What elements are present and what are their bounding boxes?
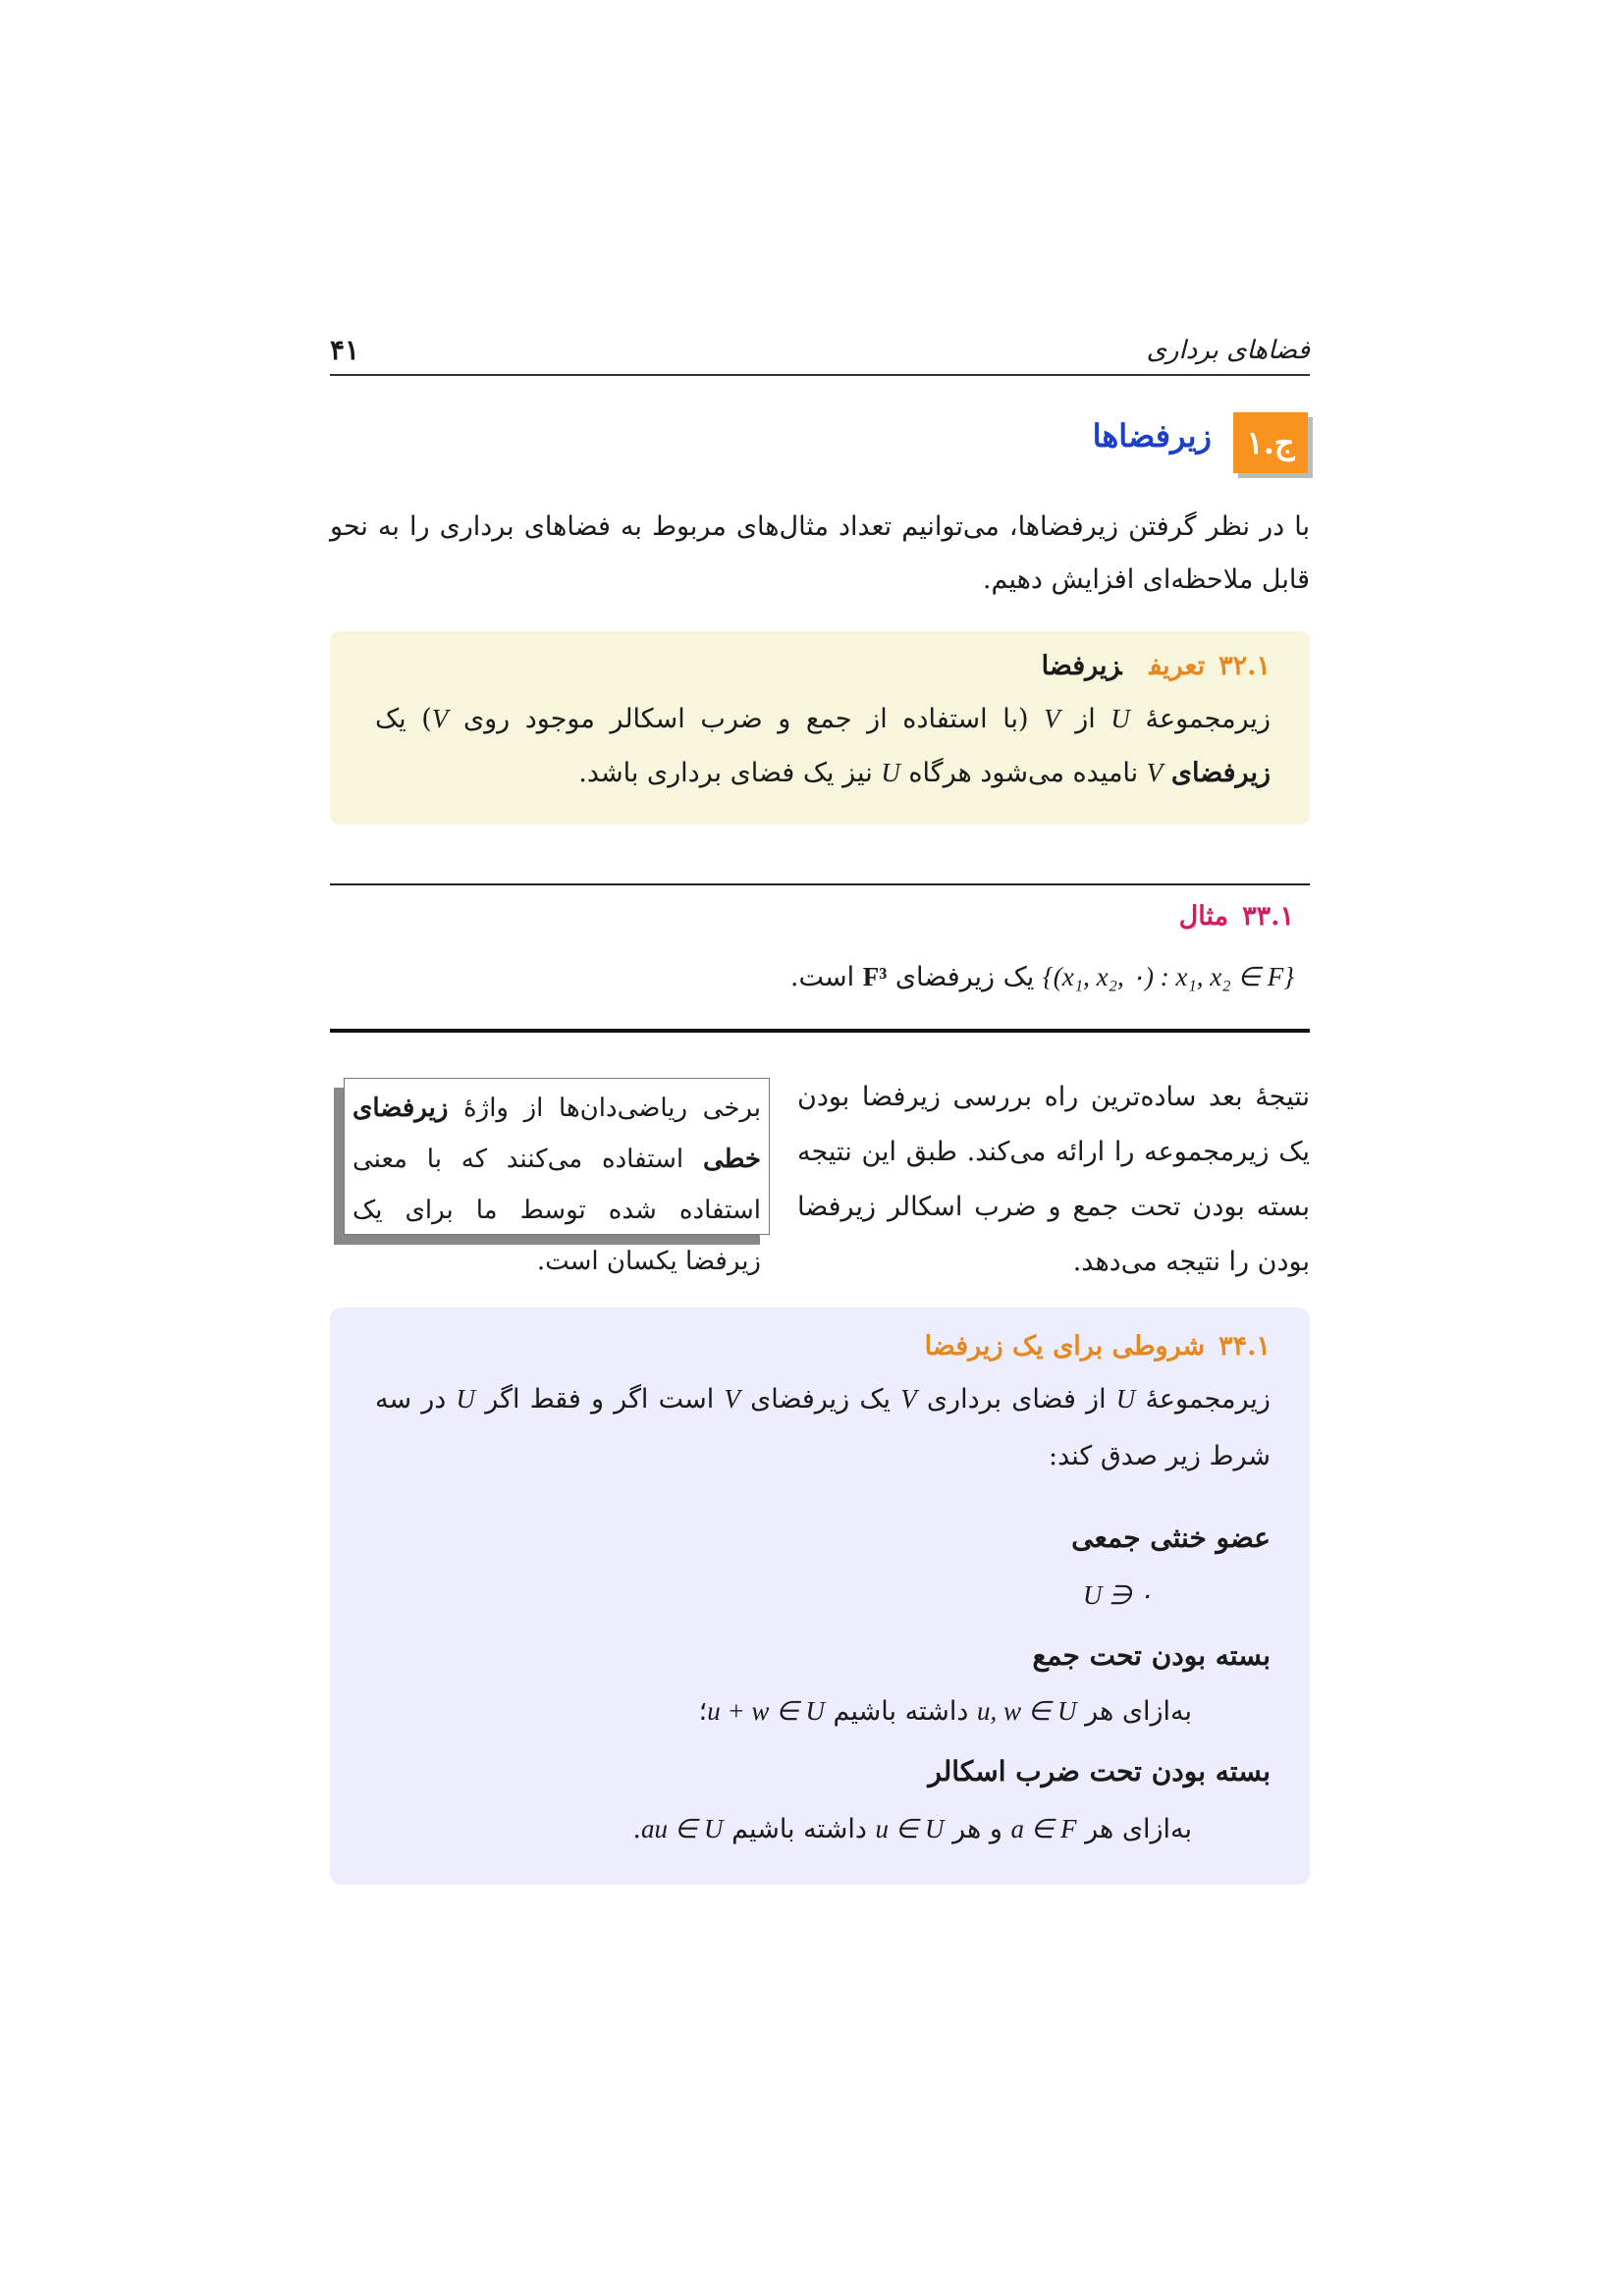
condition-text: ؛ xyxy=(698,1696,708,1727)
theorem-number: ۳۴.۱ xyxy=(1218,1331,1271,1362)
margin-text: استفاده می‌کنند که با معنی استفاده شده توسط ما برای یک زیرفضا یکسان است. xyxy=(352,1145,761,1276)
def-text: نامیده می‌شود هرگاه xyxy=(908,758,1139,788)
theorem-math-V: V xyxy=(900,1384,917,1414)
condition-math: u, w ∈ U xyxy=(976,1696,1077,1726)
theorem-text: از فضای برداری xyxy=(926,1384,1107,1415)
definition-number: ۳۲.۱ xyxy=(1218,651,1271,681)
definition-heading xyxy=(1042,651,1271,681)
condition-title-scalar: بسته بودن تحت ضرب اسکالر xyxy=(928,1755,1271,1788)
main-paragraph: نتیجهٔ بعد ساده‌ترین راه بررسی زیرفضا بودن یک زیرمجموعه را ارائه می‌کند. طبق این نتیجه بسته بودن تحت جمع و ضرب اسکالر زیرفضا بودن را نتیجه می‌دهد. xyxy=(797,1082,1310,1277)
header-rule xyxy=(330,374,1310,376)
definition-label: تعریف xyxy=(1149,651,1206,681)
def-math-V: V xyxy=(431,704,449,733)
condition-text: داشته باشیم xyxy=(731,1814,867,1844)
margin-bold-term: زیرفضای خطی xyxy=(352,1094,762,1174)
theorem-title: شروطی برای یک زیرفضا xyxy=(924,1331,1206,1362)
def-math-V: V xyxy=(1146,758,1164,787)
theorem-text: است اگر و فقط اگر xyxy=(485,1384,715,1415)
theorem-text: در سه شرط زیر صدق کند: xyxy=(375,1384,1271,1471)
condition-text: به‌ازای هر xyxy=(1085,1696,1192,1727)
def-bold-term: زیرفضای xyxy=(1170,758,1271,788)
condition-text: . xyxy=(632,1814,641,1844)
condition-title-additive-identity: عضو خنثی جمعی xyxy=(1071,1522,1271,1554)
theorem-math-U: U xyxy=(1115,1384,1136,1414)
condition-title-addition: بسته بودن تحت جمع xyxy=(1032,1639,1271,1672)
margin-text: برخی ریاضی‌دان‌ها از واژهٔ xyxy=(463,1094,761,1123)
definition-box xyxy=(330,631,1310,825)
theorem-text: یک زیرفضای xyxy=(750,1384,892,1415)
def-text: زیرمجموعهٔ xyxy=(1145,704,1271,734)
example-text: است. xyxy=(789,962,855,992)
condition-text: داشته باشیم xyxy=(833,1696,969,1727)
example-heading xyxy=(1179,901,1294,932)
definition-term: زیرفضا xyxy=(1041,651,1122,681)
condition-text: به‌ازای هر xyxy=(1085,1814,1192,1844)
condition-math: a ∈ F xyxy=(1010,1814,1077,1843)
intro-paragraph: با در نظر گرفتن زیرفضاها، می‌توانیم تعداد مثال‌های مربوط به فضاهای برداری را به نحو قابل ملاحظه‌ای افزایش دهیم. xyxy=(330,511,1310,595)
example-body xyxy=(790,962,1294,992)
running-header-title: فضاهای برداری xyxy=(1146,336,1310,365)
condition-math: u + w ∈ U xyxy=(707,1696,825,1726)
margin-note-text xyxy=(352,1083,761,1287)
example-label: مثال xyxy=(1178,901,1229,932)
example-space-math: F³ xyxy=(862,962,888,991)
def-text: ) یک xyxy=(375,704,432,734)
example-top-rule xyxy=(330,883,1310,885)
theorem-text: زیرمجموعهٔ xyxy=(1145,1384,1271,1415)
condition-math: au ∈ U xyxy=(640,1814,724,1843)
def-text: از xyxy=(1075,704,1096,734)
section-title: زیرفضاها xyxy=(1092,417,1212,454)
example-number: ۳۳.۱ xyxy=(1242,901,1294,932)
def-text: (با استفاده از جمع و ضرب اسکالر موجود روی xyxy=(462,704,1029,734)
definition-body xyxy=(375,692,1271,800)
theorem-math-V: V xyxy=(724,1384,740,1414)
section-number-badge: ۱.ج xyxy=(1233,412,1308,473)
page-number: ۴۱ xyxy=(330,334,360,366)
condition-text: و هر xyxy=(952,1814,1002,1844)
condition-line-scalar xyxy=(632,1814,1192,1844)
def-math-U: U xyxy=(881,758,900,787)
theorem-heading xyxy=(925,1331,1271,1362)
example-text: یک زیرفضای xyxy=(894,962,1035,992)
def-math-V: V xyxy=(1044,704,1060,733)
margin-note-box xyxy=(344,1078,770,1276)
condition-math: u ∈ U xyxy=(875,1814,945,1843)
condition-math-zero: ۰ ∈ U xyxy=(1082,1580,1153,1610)
example-set-math: {(x₁, x₂, ۰) : x₁, x₂ ∈ F} xyxy=(1042,962,1294,991)
example-bottom-rule xyxy=(330,1029,1310,1033)
def-math-U: U xyxy=(1110,704,1130,733)
theorem-intro xyxy=(375,1370,1271,1485)
condition-line-addition xyxy=(699,1696,1192,1727)
theorem-box xyxy=(330,1308,1310,1885)
theorem-math-U: U xyxy=(456,1384,476,1414)
def-text: نیز یک فضای برداری باشد. xyxy=(578,758,873,788)
